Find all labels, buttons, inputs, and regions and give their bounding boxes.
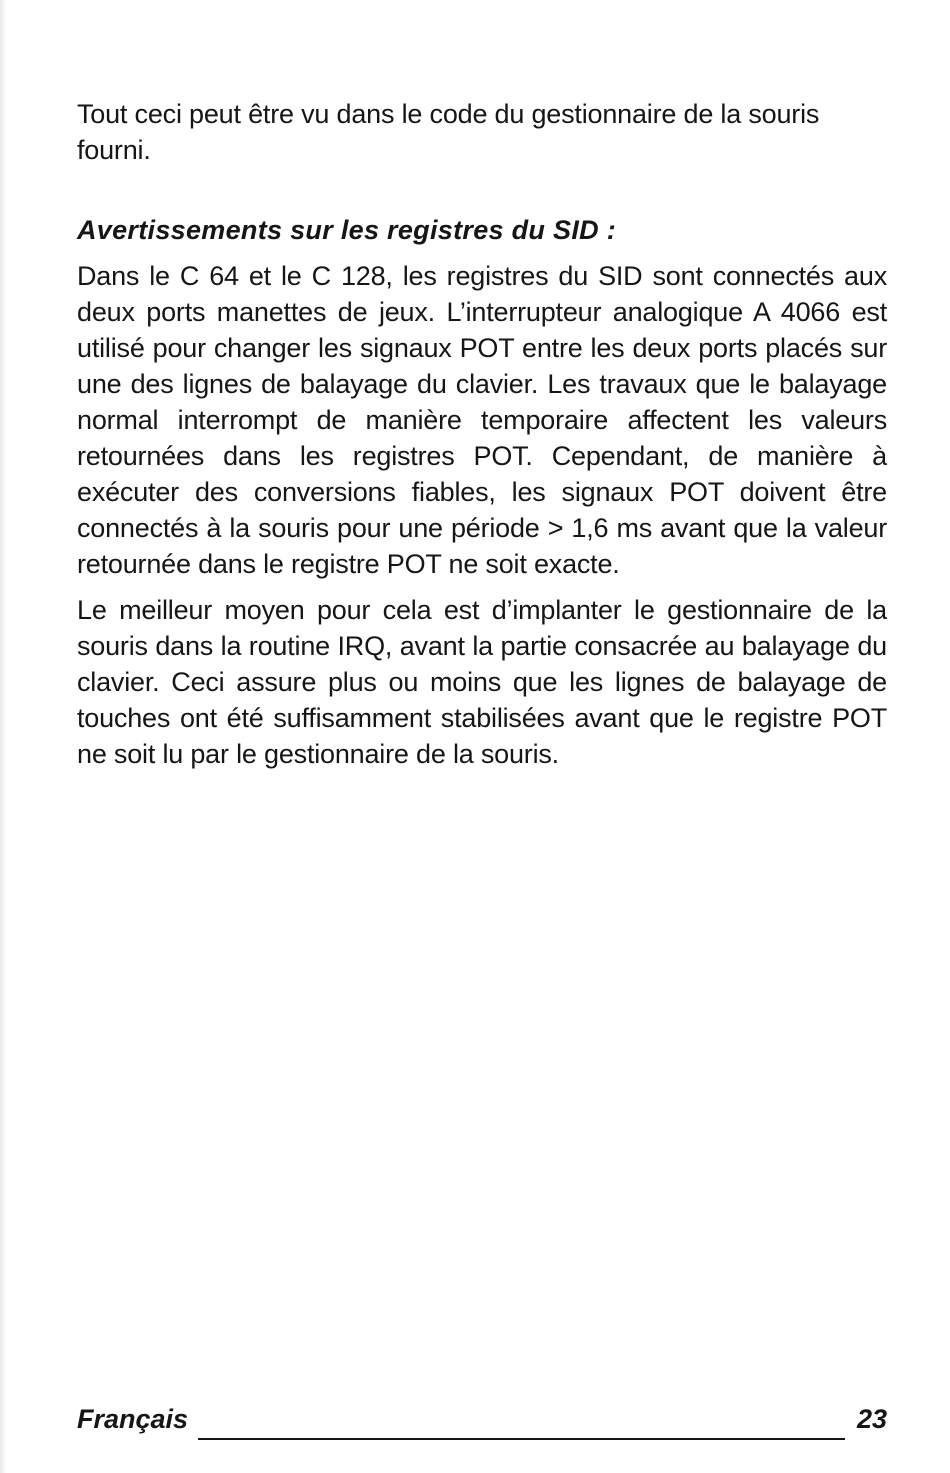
page-content bbox=[77, 96, 887, 772]
footer-rule bbox=[198, 1438, 845, 1440]
page-footer bbox=[77, 1404, 887, 1444]
page-number: 23 bbox=[856, 1404, 887, 1434]
scan-edge bbox=[0, 0, 6, 1473]
section-heading: Avertissements sur les registres du SID : bbox=[77, 215, 617, 245]
best-method-paragraph: Le meilleur moyen pour cela est d’implanter le gestionnaire de la souris dans la routine IRQ, avant la partie consacrée au balayage du clavier. Ceci assure plus ou moins que les lignes de balayage de touches ont été suffisamment stabilisées avant que le registre POT ne soit lu par le gestionnaire de la souris. bbox=[77, 595, 887, 769]
footer-language: Français bbox=[77, 1404, 189, 1434]
sid-registers-paragraph: Dans le C 64 et le C 128, les registres du SID sont connectés aux deux ports manettes de jeux. L’interrupteur analogique A 4066 est utilisé pour changer les signaux POT entre les deux ports placés sur une des lignes de balayage du clavier. Les travaux que le balayage normal interrompt de manière temporaire affectent les valeurs retournées dans les registres POT. Cependant, de manière à exécuter des conversions fiables, les signaux POT doivent être connectés à la souris pour une période > 1,6 ms avant que la valeur retournée dans le registre POT ne soit exacte. bbox=[77, 261, 887, 579]
intro-paragraph: Tout ceci peut être vu dans le code du gestionnaire de la souris fourni. bbox=[77, 99, 820, 165]
